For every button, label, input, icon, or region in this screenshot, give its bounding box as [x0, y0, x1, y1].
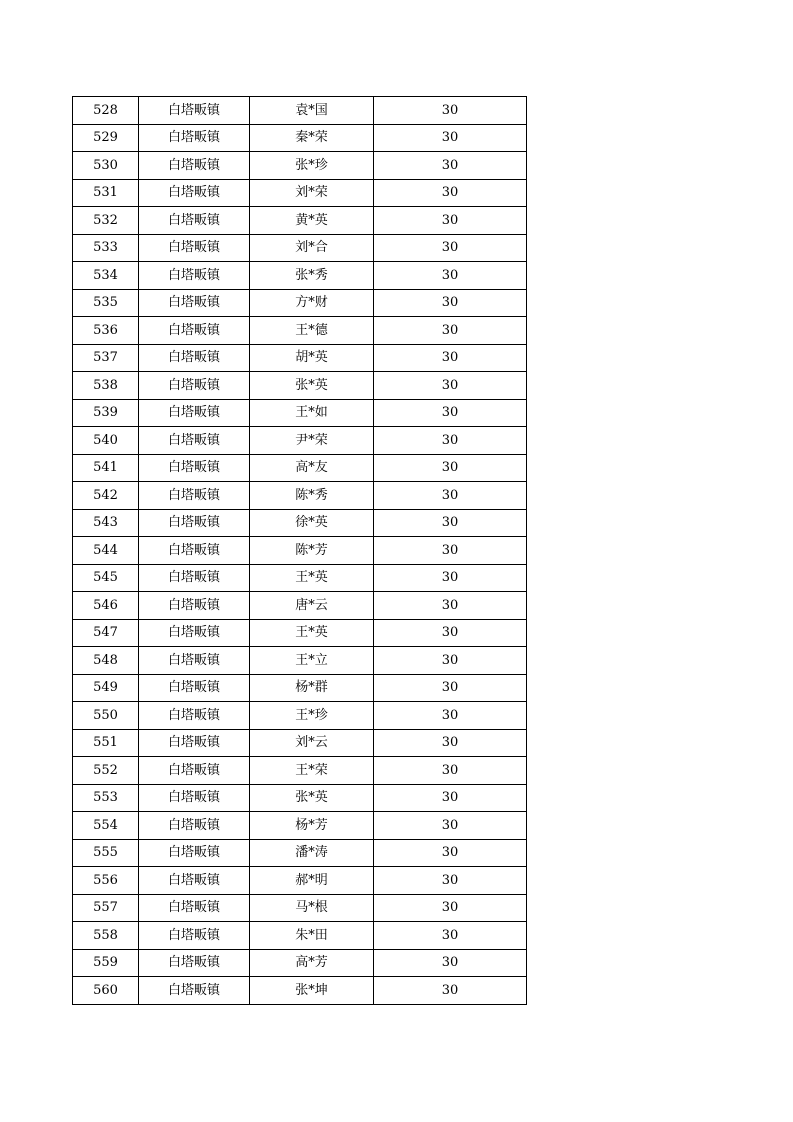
- town-cell: 白塔畈镇: [139, 757, 250, 785]
- row-number-cell: 551: [73, 729, 139, 757]
- row-number-cell: 554: [73, 812, 139, 840]
- name-cell: 王*德: [250, 317, 374, 345]
- amount-cell: 30: [374, 894, 527, 922]
- row-number-cell: 531: [73, 179, 139, 207]
- table-row: [73, 427, 527, 455]
- table-row: [73, 619, 527, 647]
- row-number-cell: 543: [73, 509, 139, 537]
- town-cell: 白塔畈镇: [139, 922, 250, 950]
- town-cell: 白塔畈镇: [139, 894, 250, 922]
- name-cell: 王*英: [250, 564, 374, 592]
- name-cell: 秦*荣: [250, 124, 374, 152]
- amount-cell: 30: [374, 427, 527, 455]
- town-cell: 白塔畈镇: [139, 537, 250, 565]
- table-row: [73, 977, 527, 1005]
- name-cell: 朱*田: [250, 922, 374, 950]
- town-cell: 白塔畈镇: [139, 674, 250, 702]
- amount-cell: 30: [374, 289, 527, 317]
- row-number-cell: 560: [73, 977, 139, 1005]
- amount-cell: 30: [374, 729, 527, 757]
- name-cell: 马*根: [250, 894, 374, 922]
- town-cell: 白塔畈镇: [139, 179, 250, 207]
- name-cell: 黄*英: [250, 207, 374, 235]
- town-cell: 白塔畈镇: [139, 344, 250, 372]
- amount-cell: 30: [374, 124, 527, 152]
- amount-cell: 30: [374, 537, 527, 565]
- table-row: [73, 839, 527, 867]
- amount-cell: 30: [374, 234, 527, 262]
- town-cell: 白塔畈镇: [139, 124, 250, 152]
- name-cell: 张*秀: [250, 262, 374, 290]
- row-number-cell: 540: [73, 427, 139, 455]
- town-cell: 白塔畈镇: [139, 592, 250, 620]
- row-number-cell: 544: [73, 537, 139, 565]
- table-row: [73, 289, 527, 317]
- name-cell: 张*坤: [250, 977, 374, 1005]
- table-row: [73, 124, 527, 152]
- amount-cell: 30: [374, 564, 527, 592]
- amount-cell: 30: [374, 757, 527, 785]
- amount-cell: 30: [374, 619, 527, 647]
- amount-cell: 30: [374, 509, 527, 537]
- table-row: [73, 867, 527, 895]
- amount-cell: 30: [374, 867, 527, 895]
- table-row: [73, 372, 527, 400]
- name-cell: 张*珍: [250, 152, 374, 180]
- row-number-cell: 546: [73, 592, 139, 620]
- town-cell: 白塔畈镇: [139, 454, 250, 482]
- amount-cell: 30: [374, 812, 527, 840]
- row-number-cell: 555: [73, 839, 139, 867]
- row-number-cell: 542: [73, 482, 139, 510]
- town-cell: 白塔畈镇: [139, 812, 250, 840]
- table-row: [73, 399, 527, 427]
- table-row: [73, 152, 527, 180]
- amount-cell: 30: [374, 372, 527, 400]
- amount-cell: 30: [374, 344, 527, 372]
- town-cell: 白塔畈镇: [139, 317, 250, 345]
- row-number-cell: 532: [73, 207, 139, 235]
- name-cell: 杨*芳: [250, 812, 374, 840]
- row-number-cell: 535: [73, 289, 139, 317]
- row-number-cell: 545: [73, 564, 139, 592]
- table-row: [73, 674, 527, 702]
- name-cell: 高*友: [250, 454, 374, 482]
- table-row: [73, 784, 527, 812]
- table-row: [73, 509, 527, 537]
- town-cell: 白塔畈镇: [139, 97, 250, 125]
- name-cell: 王*珍: [250, 702, 374, 730]
- town-cell: 白塔畈镇: [139, 207, 250, 235]
- name-cell: 郝*明: [250, 867, 374, 895]
- town-cell: 白塔畈镇: [139, 867, 250, 895]
- row-number-cell: 539: [73, 399, 139, 427]
- row-number-cell: 556: [73, 867, 139, 895]
- name-cell: 潘*涛: [250, 839, 374, 867]
- name-cell: 刘*荣: [250, 179, 374, 207]
- row-number-cell: 541: [73, 454, 139, 482]
- amount-cell: 30: [374, 97, 527, 125]
- table-row: [73, 757, 527, 785]
- table-row: [73, 702, 527, 730]
- amount-cell: 30: [374, 647, 527, 675]
- table-row: [73, 454, 527, 482]
- table-row: [73, 537, 527, 565]
- town-cell: 白塔畈镇: [139, 152, 250, 180]
- row-number-cell: 528: [73, 97, 139, 125]
- name-cell: 徐*英: [250, 509, 374, 537]
- row-number-cell: 548: [73, 647, 139, 675]
- amount-cell: 30: [374, 839, 527, 867]
- row-number-cell: 529: [73, 124, 139, 152]
- name-cell: 王*如: [250, 399, 374, 427]
- table-row: [73, 179, 527, 207]
- table-row: [73, 207, 527, 235]
- name-cell: 陈*秀: [250, 482, 374, 510]
- amount-cell: 30: [374, 454, 527, 482]
- town-cell: 白塔畈镇: [139, 399, 250, 427]
- name-cell: 高*芳: [250, 949, 374, 977]
- row-number-cell: 537: [73, 344, 139, 372]
- table-row: [73, 729, 527, 757]
- town-cell: 白塔畈镇: [139, 784, 250, 812]
- row-number-cell: 547: [73, 619, 139, 647]
- amount-cell: 30: [374, 317, 527, 345]
- name-cell: 刘*合: [250, 234, 374, 262]
- name-cell: 陈*芳: [250, 537, 374, 565]
- table-row: [73, 894, 527, 922]
- table-row: [73, 592, 527, 620]
- town-cell: 白塔畈镇: [139, 234, 250, 262]
- name-cell: 王*荣: [250, 757, 374, 785]
- town-cell: 白塔畈镇: [139, 619, 250, 647]
- amount-cell: 30: [374, 949, 527, 977]
- amount-cell: 30: [374, 977, 527, 1005]
- roster-table-body: [73, 97, 527, 1005]
- row-number-cell: 534: [73, 262, 139, 290]
- town-cell: 白塔畈镇: [139, 977, 250, 1005]
- table-row: [73, 949, 527, 977]
- amount-cell: 30: [374, 482, 527, 510]
- town-cell: 白塔畈镇: [139, 729, 250, 757]
- row-number-cell: 550: [73, 702, 139, 730]
- amount-cell: 30: [374, 399, 527, 427]
- row-number-cell: 549: [73, 674, 139, 702]
- name-cell: 尹*荣: [250, 427, 374, 455]
- row-number-cell: 553: [73, 784, 139, 812]
- name-cell: 张*英: [250, 784, 374, 812]
- name-cell: 张*英: [250, 372, 374, 400]
- town-cell: 白塔畈镇: [139, 647, 250, 675]
- table-row: [73, 97, 527, 125]
- amount-cell: 30: [374, 702, 527, 730]
- row-number-cell: 557: [73, 894, 139, 922]
- table-row: [73, 344, 527, 372]
- town-cell: 白塔畈镇: [139, 372, 250, 400]
- amount-cell: 30: [374, 207, 527, 235]
- table-row: [73, 234, 527, 262]
- row-number-cell: 536: [73, 317, 139, 345]
- name-cell: 袁*国: [250, 97, 374, 125]
- name-cell: 刘*云: [250, 729, 374, 757]
- town-cell: 白塔畈镇: [139, 949, 250, 977]
- town-cell: 白塔畈镇: [139, 564, 250, 592]
- name-cell: 唐*云: [250, 592, 374, 620]
- row-number-cell: 552: [73, 757, 139, 785]
- row-number-cell: 558: [73, 922, 139, 950]
- amount-cell: 30: [374, 592, 527, 620]
- table-row: [73, 922, 527, 950]
- name-cell: 方*财: [250, 289, 374, 317]
- town-cell: 白塔畈镇: [139, 262, 250, 290]
- table-row: [73, 482, 527, 510]
- roster-table: [72, 96, 527, 1005]
- town-cell: 白塔畈镇: [139, 427, 250, 455]
- amount-cell: 30: [374, 152, 527, 180]
- table-row: [73, 564, 527, 592]
- name-cell: 杨*群: [250, 674, 374, 702]
- town-cell: 白塔畈镇: [139, 289, 250, 317]
- name-cell: 王*立: [250, 647, 374, 675]
- town-cell: 白塔畈镇: [139, 702, 250, 730]
- town-cell: 白塔畈镇: [139, 839, 250, 867]
- row-number-cell: 559: [73, 949, 139, 977]
- row-number-cell: 533: [73, 234, 139, 262]
- town-cell: 白塔畈镇: [139, 509, 250, 537]
- row-number-cell: 530: [73, 152, 139, 180]
- table-row: [73, 647, 527, 675]
- town-cell: 白塔畈镇: [139, 482, 250, 510]
- name-cell: 王*英: [250, 619, 374, 647]
- amount-cell: 30: [374, 922, 527, 950]
- amount-cell: 30: [374, 674, 527, 702]
- amount-cell: 30: [374, 784, 527, 812]
- name-cell: 胡*英: [250, 344, 374, 372]
- table-row: [73, 317, 527, 345]
- amount-cell: 30: [374, 179, 527, 207]
- table-row: [73, 262, 527, 290]
- amount-cell: 30: [374, 262, 527, 290]
- table-row: [73, 812, 527, 840]
- row-number-cell: 538: [73, 372, 139, 400]
